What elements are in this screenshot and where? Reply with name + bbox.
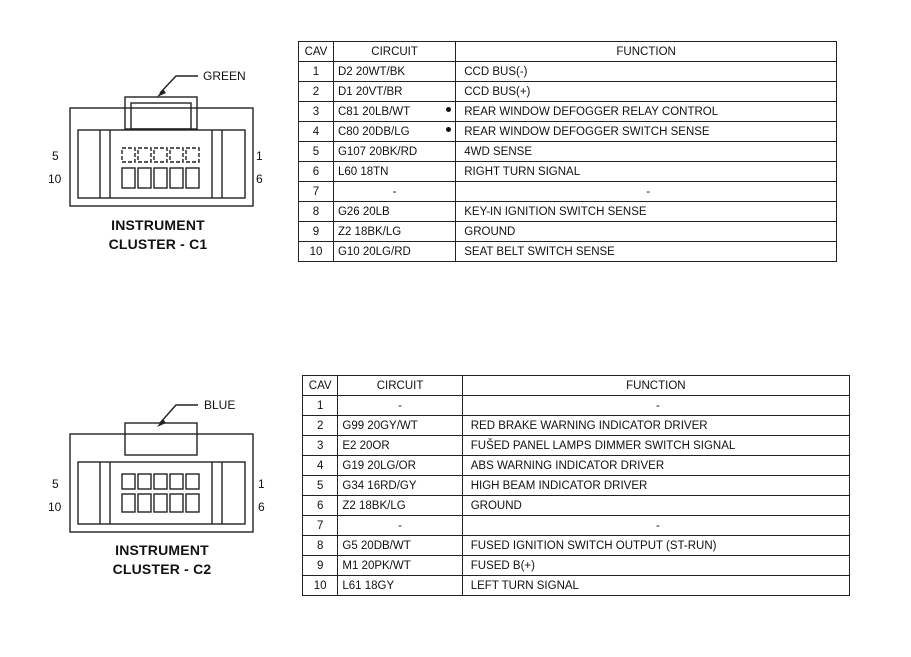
circuit-cell: G5 20DB/WT (338, 536, 462, 556)
table-row (299, 202, 837, 222)
table-row (299, 222, 837, 242)
bullet-dot-icon (446, 107, 451, 112)
header-function: FUNCTION (462, 376, 849, 396)
function-cell: GROUND (456, 222, 837, 242)
function-cell: SEAT BELT SWITCH SENSE (456, 242, 837, 262)
function-cell: LEFT TURN SIGNAL (462, 576, 849, 596)
function-cell: FUSED B(+) (462, 556, 849, 576)
circuit-text: C81 20LB/WT (337, 105, 411, 118)
cav-cell: 7 (303, 516, 338, 536)
connector-c2-pin-right-top: 1 (258, 477, 265, 491)
connector-c2-pin-left-top: 5 (52, 477, 59, 491)
cav-cell: 3 (299, 102, 334, 122)
cav-cell: 10 (299, 242, 334, 262)
cav-cell: 9 (303, 556, 338, 576)
circuit-cell: G26 20LB (333, 202, 455, 222)
connector-c2-pin-right-bottom: 6 (258, 500, 265, 514)
table-row (299, 82, 837, 102)
cav-cell: 5 (299, 142, 334, 162)
function-cell: 4WD SENSE (456, 142, 837, 162)
table-row (303, 436, 850, 456)
connector-c1-title-line2: CLUSTER - C1 (108, 236, 208, 252)
circuit-cell-with-dot (333, 102, 455, 122)
circuit-cell: - (338, 516, 462, 536)
function-cell: KEY-IN IGNITION SWITCH SENSE (456, 202, 837, 222)
circuit-cell: - (333, 182, 455, 202)
function-cell: RED BRAKE WARNING INDICATOR DRIVER (462, 416, 849, 436)
header-cav: CAV (303, 376, 338, 396)
table-row (299, 142, 837, 162)
cav-cell: 8 (303, 536, 338, 556)
connector-c1-color-label: GREEN (203, 69, 246, 83)
circuit-cell: D2 20WT/BK (333, 62, 455, 82)
connector-c2-title-line2: CLUSTER - C2 (112, 561, 212, 577)
function-cell: - (462, 396, 849, 416)
pinout-table-c1 (298, 41, 837, 262)
cav-cell: 5 (303, 476, 338, 496)
connector-c2-pin-left-bottom: 10 (48, 500, 62, 514)
circuit-cell-with-dot (333, 122, 455, 142)
connector-c1-pin-right-top: 1 (256, 149, 263, 163)
cav-cell: 1 (299, 62, 334, 82)
table-row (303, 556, 850, 576)
table-row (299, 102, 837, 122)
connector-c2-color-label: BLUE (204, 398, 236, 412)
connector-c1-pin-right-bottom: 6 (256, 172, 263, 186)
table-row (303, 536, 850, 556)
function-cell: GROUND (462, 496, 849, 516)
function-cell: - (462, 516, 849, 536)
cav-cell: 6 (303, 496, 338, 516)
table-row (303, 516, 850, 536)
connector-c2-title-line1: INSTRUMENT (115, 542, 209, 558)
function-cell: CCD BUS(-) (456, 62, 837, 82)
cav-cell: 10 (303, 576, 338, 596)
table-row (303, 496, 850, 516)
cav-cell: 2 (299, 82, 334, 102)
connector-c1-face (70, 76, 253, 206)
header-function: FUNCTION (456, 42, 837, 62)
circuit-text: C80 20DB/LG (337, 125, 410, 138)
connector-c1-pin-left-top: 5 (52, 149, 59, 163)
function-cell: - (456, 182, 837, 202)
table-row (299, 122, 837, 142)
circuit-cell: G107 20BK/RD (333, 142, 455, 162)
table-row (299, 162, 837, 182)
bullet-dot-icon (446, 127, 451, 132)
table-header-row (303, 376, 850, 396)
function-cell: FUŠED PANEL LAMPS DIMMER SWITCH SIGNAL (462, 436, 849, 456)
function-cell: REAR WINDOW DEFOGGER SWITCH SENSE (456, 122, 837, 142)
circuit-cell: - (338, 396, 462, 416)
circuit-cell: L61 18GY (338, 576, 462, 596)
circuit-cell: D1 20VT/BR (333, 82, 455, 102)
cav-cell: 1 (303, 396, 338, 416)
cav-cell: 3 (303, 436, 338, 456)
circuit-cell: E2 20OR (338, 436, 462, 456)
table-row (303, 416, 850, 436)
cav-cell: 4 (303, 456, 338, 476)
circuit-cell: Z2 18BK/LG (333, 222, 455, 242)
connector-c1-title-line1: INSTRUMENT (111, 217, 205, 233)
function-cell: RIGHT TURN SIGNAL (456, 162, 837, 182)
connector-c2-face (70, 405, 253, 532)
table-header-row (299, 42, 837, 62)
circuit-cell: Z2 18BK/LG (338, 496, 462, 516)
table-row (303, 576, 850, 596)
cav-cell: 2 (303, 416, 338, 436)
cav-cell: 9 (299, 222, 334, 242)
header-cav: CAV (299, 42, 334, 62)
cav-cell: 4 (299, 122, 334, 142)
circuit-cell: G34 16RD/GY (338, 476, 462, 496)
header-circuit: CIRCUIT (338, 376, 462, 396)
connector-c1-pin-left-bottom: 10 (48, 172, 62, 186)
cav-cell: 8 (299, 202, 334, 222)
cav-cell: 6 (299, 162, 334, 182)
table-row (299, 182, 837, 202)
circuit-cell: L60 18TN (333, 162, 455, 182)
header-circuit: CIRCUIT (333, 42, 455, 62)
function-cell: ABS WARNING INDICATOR DRIVER (462, 456, 849, 476)
circuit-cell: G10 20LG/RD (333, 242, 455, 262)
connector-c1-title (88, 216, 228, 254)
table-row (299, 62, 837, 82)
circuit-cell: G19 20LG/OR (338, 456, 462, 476)
function-cell: HIGH BEAM INDICATOR DRIVER (462, 476, 849, 496)
function-cell: CCD BUS(+) (456, 82, 837, 102)
function-cell: FUSED IGNITION SWITCH OUTPUT (ST-RUN) (462, 536, 849, 556)
circuit-cell: G99 20GY/WT (338, 416, 462, 436)
circuit-cell: M1 20PK/WT (338, 556, 462, 576)
cav-cell: 7 (299, 182, 334, 202)
pinout-table-c2 (302, 375, 850, 596)
connector-c2-title (92, 541, 232, 579)
table-row (303, 476, 850, 496)
table-row (303, 456, 850, 476)
table-row (299, 242, 837, 262)
function-cell: REAR WINDOW DEFOGGER RELAY CONTROL (456, 102, 837, 122)
table-row (303, 396, 850, 416)
